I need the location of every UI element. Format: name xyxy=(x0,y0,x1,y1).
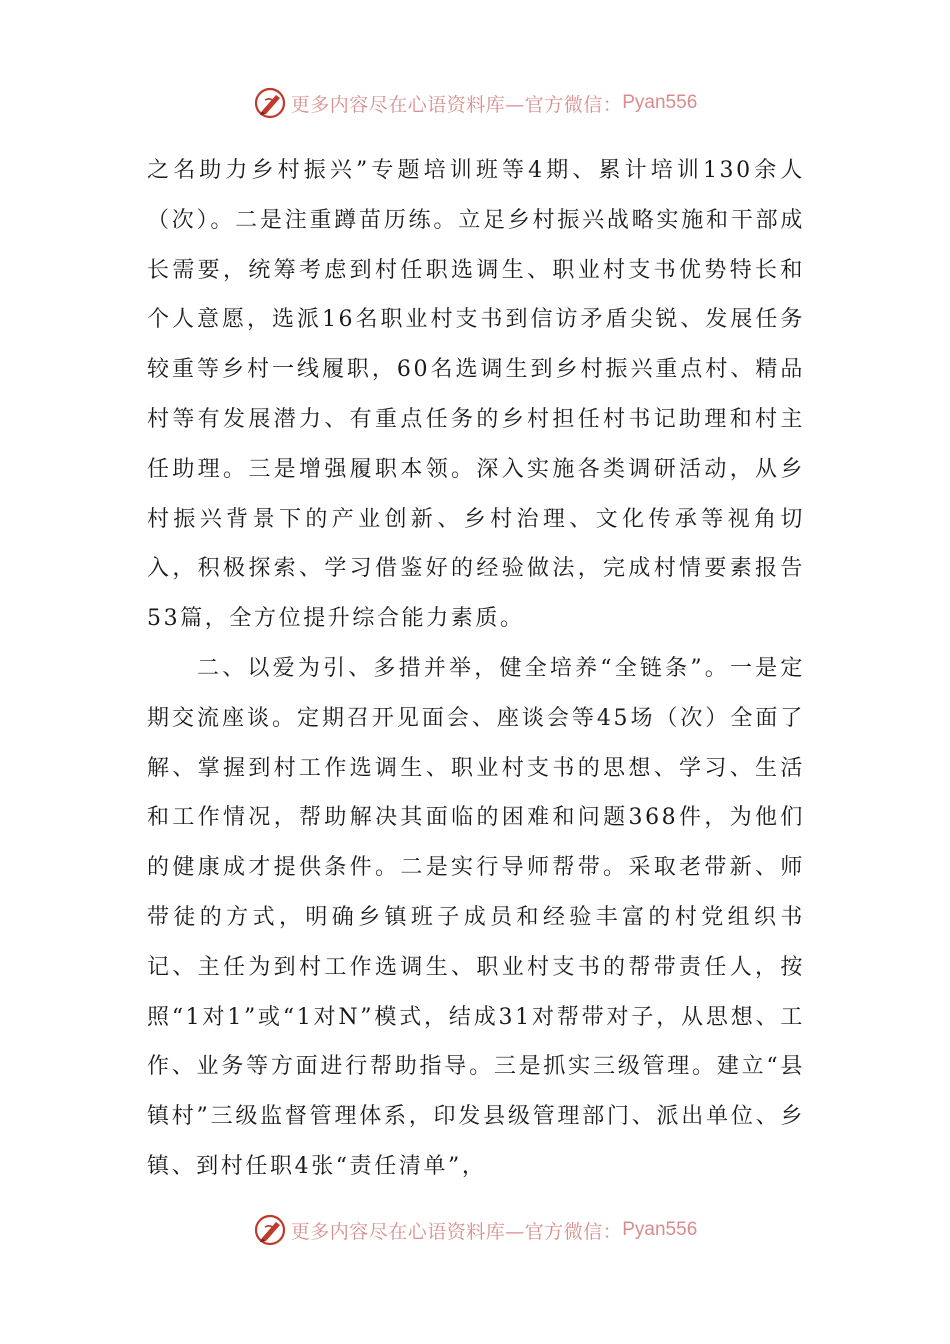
banner-text: 更多内容尽在心语资料库—官方微信： xyxy=(290,1220,623,1243)
pen-logo-icon xyxy=(253,86,287,120)
document-body xyxy=(147,146,805,1192)
paragraph-1: 之名助力乡村振兴”专题培训班等4期、累计培训130余人（次）。二是注重蹲苗历练。立足乡村振兴战略实施和干部成长需要，统筹考虑到村任职选调生、职业村支书优势特长和个人意愿，选派16名职业村支书到信访矛盾尖锐、发展任务较重等乡村一线履职，60名选调生到乡村振兴重点村、精品村等有发展潜力、有重点任务的乡村担任村书记助理和村主任助理。三是增强履职本领。深入实施各类调研活动，从乡村振兴背景下的产业创新、乡村治理、文化传承等视角切入，积极探索、学习借鉴好的经验做法，完成村情要素报告53篇，全方位提升综合能力素质。 xyxy=(147,158,805,632)
banner-text: 更多内容尽在心语资料库—官方微信： xyxy=(290,93,623,116)
header-banner xyxy=(0,83,950,123)
banner-wechat-id: Pyan556 xyxy=(622,92,698,113)
pen-logo-icon xyxy=(253,1213,287,1247)
banner-wechat-id: Pyan556 xyxy=(622,1219,698,1240)
footer-banner xyxy=(0,1210,950,1250)
paragraph-2: 二、以爱为引、多措并举，健全培养“全链条”。一是定期交流座谈。定期召开见面会、座谈会等45场（次）全面了解、掌握到村工作选调生、职业村支书的思想、学习、生活和工作情况，帮助解决其面临的困难和问题368件，为他们的健康成才提供条件。二是实行导师帮带。采取老带新、师带徒的方式，明确乡镇班子成员和经验丰富的村党组织书记、主任为到村工作选调生、职业村支书的帮带责任人，按照“1对1”或“1对N”模式，结成31对帮带对子，从思想、工作、业务等方面进行帮助指导。三是抓实三级管理。建立“县镇村”三级监督管理体系，印发县级管理部门、派出单位、乡镇、到村任职4张“责任清单”， xyxy=(147,655,805,1179)
